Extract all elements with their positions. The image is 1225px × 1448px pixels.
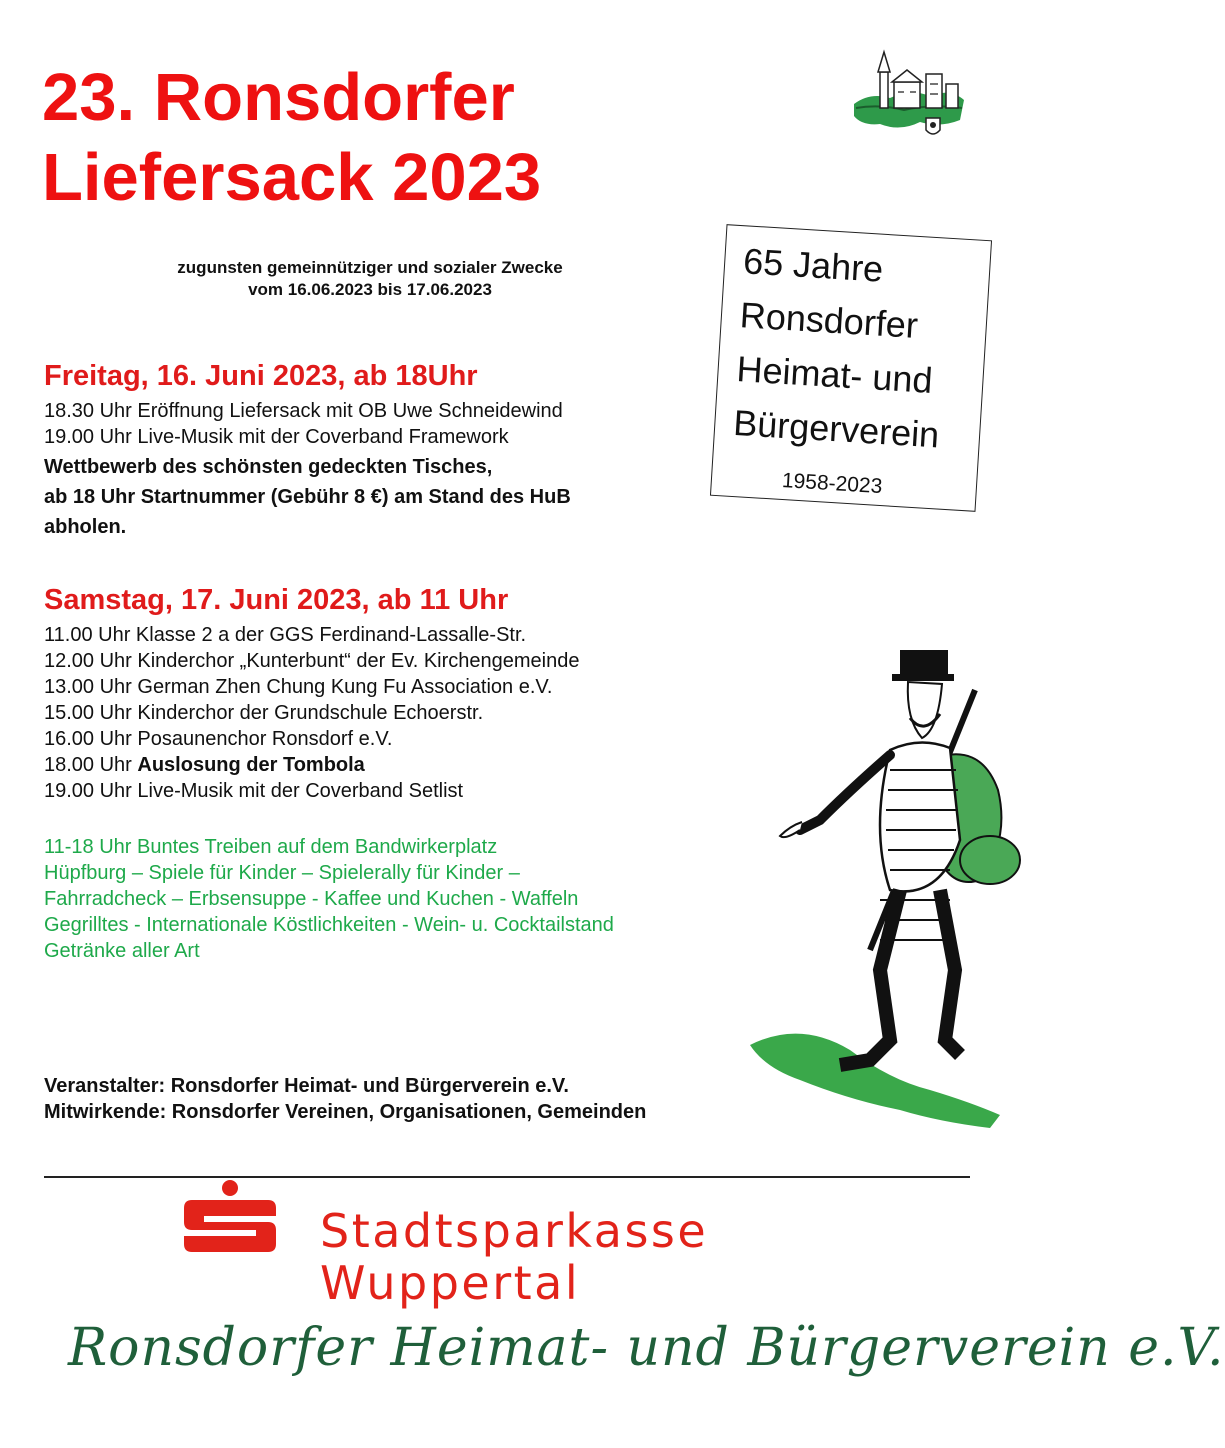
title-line-1: 23. Ronsdorfer (42, 60, 515, 135)
divider (44, 1176, 970, 1178)
sparkasse-s-logo-icon (184, 1180, 276, 1252)
sponsor-name (320, 1205, 708, 1309)
title-line-2: Liefersack 2023 (42, 140, 542, 215)
tombola-time: 18.00 Uhr (44, 754, 138, 776)
stamp-line-2: Ronsdorfer (738, 294, 920, 346)
activity-line: Getränke aller Art (44, 940, 200, 962)
activity-line: 11-18 Uhr Buntes Treiben auf dem Bandwirkerplatz (44, 836, 498, 858)
saturday-item: 13.00 Uhr German Zhen Chung Kung Fu Association e.V. (44, 676, 553, 698)
participants-line: Mitwirkende: Ronsdorfer Vereinen, Organisationen, Gemeinden (44, 1101, 647, 1123)
saturday-item: 12.00 Uhr Kinderchor „Kunterbunt“ der Ev. Kirchengemeinde (44, 650, 580, 672)
sponsor-line-1: Stadtsparkasse (320, 1204, 709, 1258)
town-crest-logo-icon (850, 44, 968, 142)
stamp-line-1: 65 Jahre (742, 240, 885, 290)
friday-item: 19.00 Uhr Live-Musik mit der Coverband Framework (44, 426, 509, 448)
stamp-years: 1958-2023 (781, 469, 883, 499)
friday-heading: Freitag, 16. Juni 2023, ab 18Uhr (44, 360, 478, 392)
activity-line: Fahrradcheck – Erbsensuppe - Kaffee und Kuchen - Waffeln (44, 888, 579, 910)
tombola-text: Auslosung der Tombola (137, 754, 365, 776)
subtitle (100, 257, 640, 301)
subtitle-line-1: zugunsten gemeinnütziger und sozialer Zwecke (177, 258, 563, 277)
activity-line: Gegrilltes - Internationale Köstlichkeiten - Wein- u. Cocktailstand (44, 914, 614, 936)
saturday-item: 11.00 Uhr Klasse 2 a der GGS Ferdinand-Lassalle-Str. (44, 624, 527, 646)
saturday-item-tombola (44, 752, 579, 778)
contest-line: Wettbewerb des schönsten gedeckten Tisches, (44, 456, 493, 478)
friday-item: 18.30 Uhr Eröffnung Liefersack mit OB Uwe Schneidewind (44, 400, 563, 422)
club-script-name: Ronsdorfer Heimat- und Bürgerverein e.V. (68, 1318, 1225, 1378)
saturday-program (44, 622, 579, 804)
organizer-info (44, 1073, 646, 1125)
anniversary-stamp (710, 224, 992, 512)
friday-program (44, 398, 563, 450)
subtitle-line-2: vom 16.06.2023 bis 17.06.2023 (248, 280, 492, 299)
activity-line: Hüpfburg – Spiele für Kinder – Spielerally für Kinder – (44, 862, 520, 884)
sponsor-line-2: Wuppertal (320, 1256, 581, 1310)
poster-title (42, 58, 732, 218)
stamp-line-4: Bürgerverein (732, 401, 941, 456)
weaver-figure-illustration-icon (740, 640, 1020, 1130)
saturday-heading: Samstag, 17. Juni 2023, ab 11 Uhr (44, 584, 509, 616)
contest-line: abholen. (44, 516, 127, 538)
organizer-line: Veranstalter: Ronsdorfer Heimat- und Bürgerverein e.V. (44, 1075, 569, 1097)
table-contest-info (44, 452, 571, 542)
saturday-item: 15.00 Uhr Kinderchor der Grundschule Echoerstr. (44, 702, 484, 724)
activities-list (44, 834, 614, 964)
saturday-item: 16.00 Uhr Posaunenchor Ronsdorf e.V. (44, 728, 393, 750)
saturday-item: 19.00 Uhr Live-Musik mit der Coverband Setlist (44, 780, 464, 802)
stamp-line-3: Heimat- und (735, 348, 934, 401)
contest-line: ab 18 Uhr Startnummer (Gebühr 8 €) am Stand des HuB (44, 486, 571, 508)
